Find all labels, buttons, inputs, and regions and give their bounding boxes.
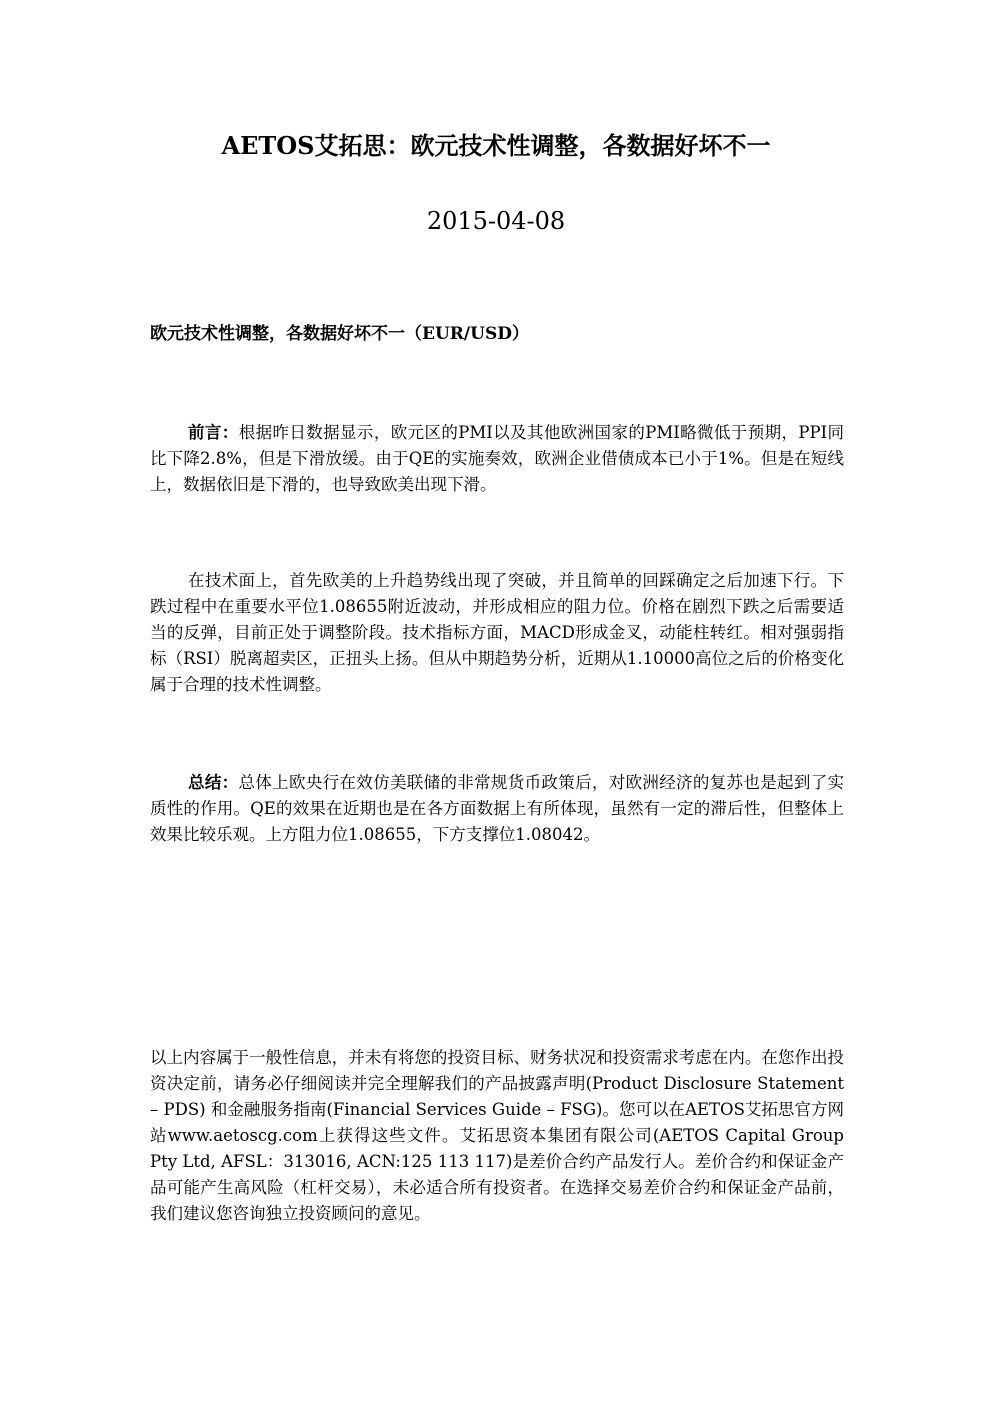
- technical-text: 在技术面上，首先欧美的上升趋势线出现了突破，并且简单的回踩确定之后加速下行。下跌过程中在重要水平位1.08655附近波动，并形成相应的阻力位。价格在剧烈下跌之后需要适当的反弹，目前正处于调整阶段。技术指标方面，MACD形成金叉，动能柱转红。相对强弱指标（RSI）脱离超卖区，正扭头上扬。但从中期趋势分析，近期从1.10000高位之后的价格变化属于合理的技术性调整。: [150, 571, 844, 694]
- intro-label: 前言：: [188, 423, 239, 442]
- summary-paragraph: [150, 770, 844, 848]
- document-title: AETOS艾拓思：欧元技术性调整，各数据好坏不一: [221, 131, 771, 160]
- document-date: 2015-04-08: [426, 207, 566, 235]
- disclaimer-paragraph: 以上内容属于一般性信息，并未有将您的投资目标、财务状况和投资需求考虑在内。在您作出投资决定前，请务必仔细阅读并完全理解我们的产品披露声明(Product Disclosure Statement – PDS) 和金融服务指南(Financial Services Guide – FSG)。您可以在AETOS艾拓思官方网站www.aetoscg.com上获得这些文件。艾拓思资本集团有限公司(AETOS Capital Group Pty Ltd, AFSL：313016, ACN:125 113 117)是差价合约产品发行人。差价合约和保证金产品可能产生高风险（杠杆交易），未必适合所有投资者。在选择交易差价合约和保证金产品前，我们建议您咨询独立投资顾问的意见。: [150, 1048, 844, 1223]
- intro-text: 根据昨日数据显示，欧元区的PMI以及其他欧洲国家的PMI略微低于预期，PPI同比下降2.8%，但是下滑放缓。由于QE的实施奏效，欧洲企业借债成本已小于1%。但是在短线上，数据依旧是下滑的，也导致欧美出现下滑。: [150, 423, 844, 494]
- section-heading: 欧元技术性调整，各数据好坏不一（EUR/USD）: [150, 324, 529, 344]
- summary-text: 总体上欧央行在效仿美联储的非常规货币政策后，对欧洲经济的复苏也是起到了实质性的作用。QE的效果在近期也是在各方面数据上有所体现，虽然有一定的滞后性，但整体上效果比较乐观。上方阻力位1.08655，下方支撑位1.08042。: [150, 773, 845, 844]
- technical-paragraph: [150, 568, 844, 698]
- intro-paragraph: [150, 420, 844, 498]
- summary-label: 总结：: [188, 773, 239, 792]
